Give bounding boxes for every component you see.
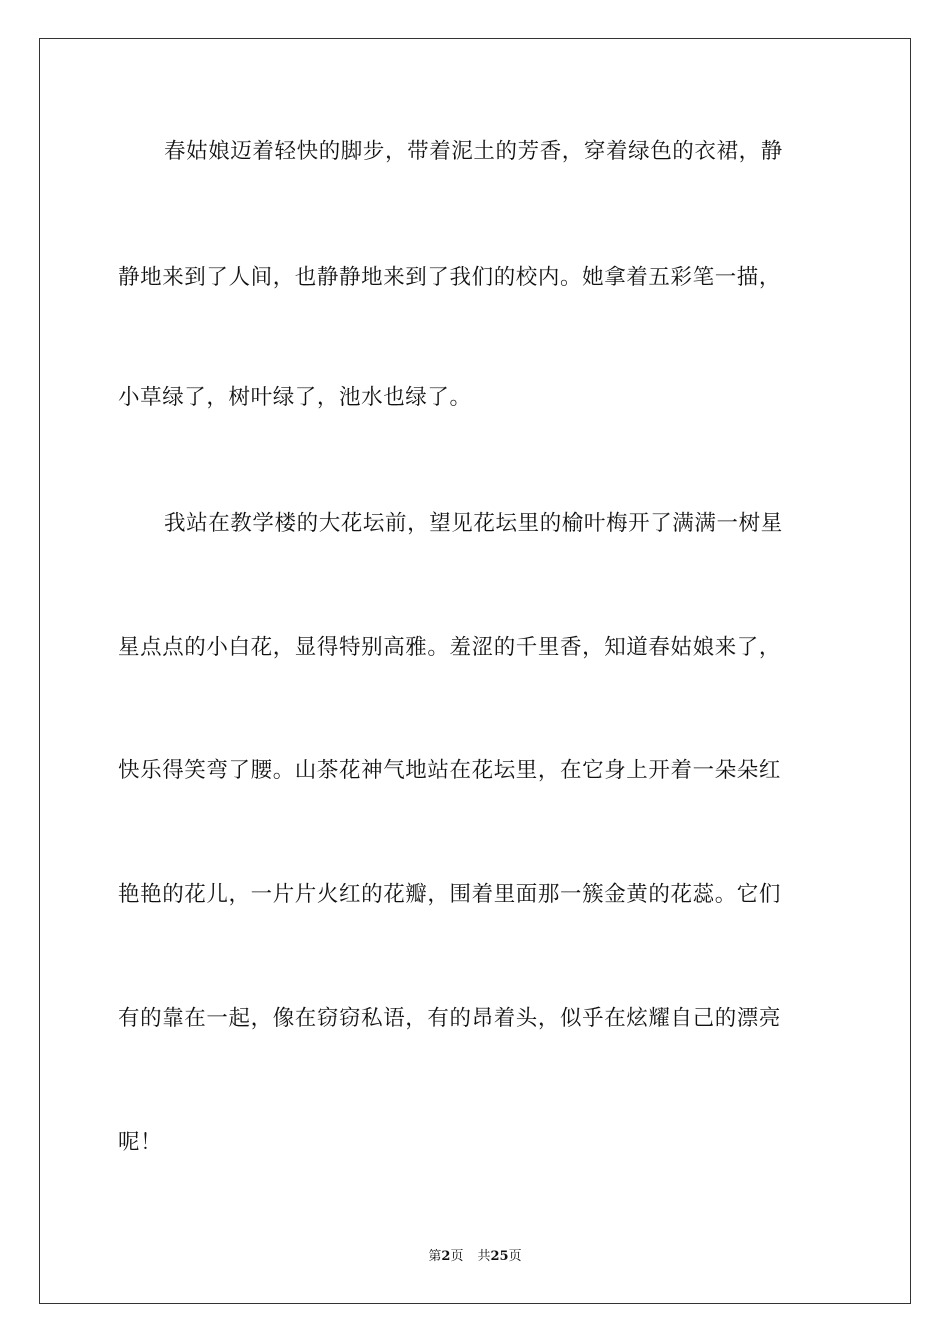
page-border bbox=[39, 38, 911, 1304]
paragraph-1-line-2: 静地来到了人间，也静静地来到了我们的校内。她拿着五彩笔一描， bbox=[118, 265, 782, 290]
paragraph-2-line-2: 星点点的小白花，显得特别高雅。羞涩的千里香，知道春姑娘来了， bbox=[118, 635, 782, 660]
paragraph-2-line-3: 快乐得笑弯了腰。山茶花神气地站在花坛里，在它身上开着一朵朵红 bbox=[118, 758, 782, 783]
footer-page-suffix: 页 bbox=[450, 1249, 464, 1264]
paragraph-2-line-1: 我站在教学楼的大花坛前，望见花坛里的榆叶梅开了满满一树星 bbox=[164, 511, 783, 536]
paragraph-2-line-5: 有的靠在一起，像在窃窃私语，有的昂着头，似乎在炫耀自己的漂亮 bbox=[118, 1006, 782, 1031]
footer-total-suffix: 页 bbox=[508, 1249, 522, 1264]
page-footer bbox=[0, 1248, 950, 1266]
footer-total-prefix: 共 bbox=[477, 1249, 491, 1264]
footer-total-pages: 25 bbox=[490, 1249, 509, 1264]
paragraph-2-line-4: 艳艳的花儿，一片片火红的花瓣，围着里面那一簇金黄的花蕊。它们 bbox=[118, 882, 782, 907]
paragraph-1-line-1: 春姑娘迈着轻快的脚步，带着泥土的芳香，穿着绿色的衣裙，静 bbox=[164, 139, 783, 164]
paragraph-2-line-6: 呢！ bbox=[118, 1130, 163, 1155]
footer-page-number: 2 bbox=[441, 1249, 451, 1264]
footer-page-prefix: 第 bbox=[428, 1249, 442, 1264]
paragraph-1-line-3: 小草绿了，树叶绿了，池水也绿了。 bbox=[118, 385, 472, 410]
